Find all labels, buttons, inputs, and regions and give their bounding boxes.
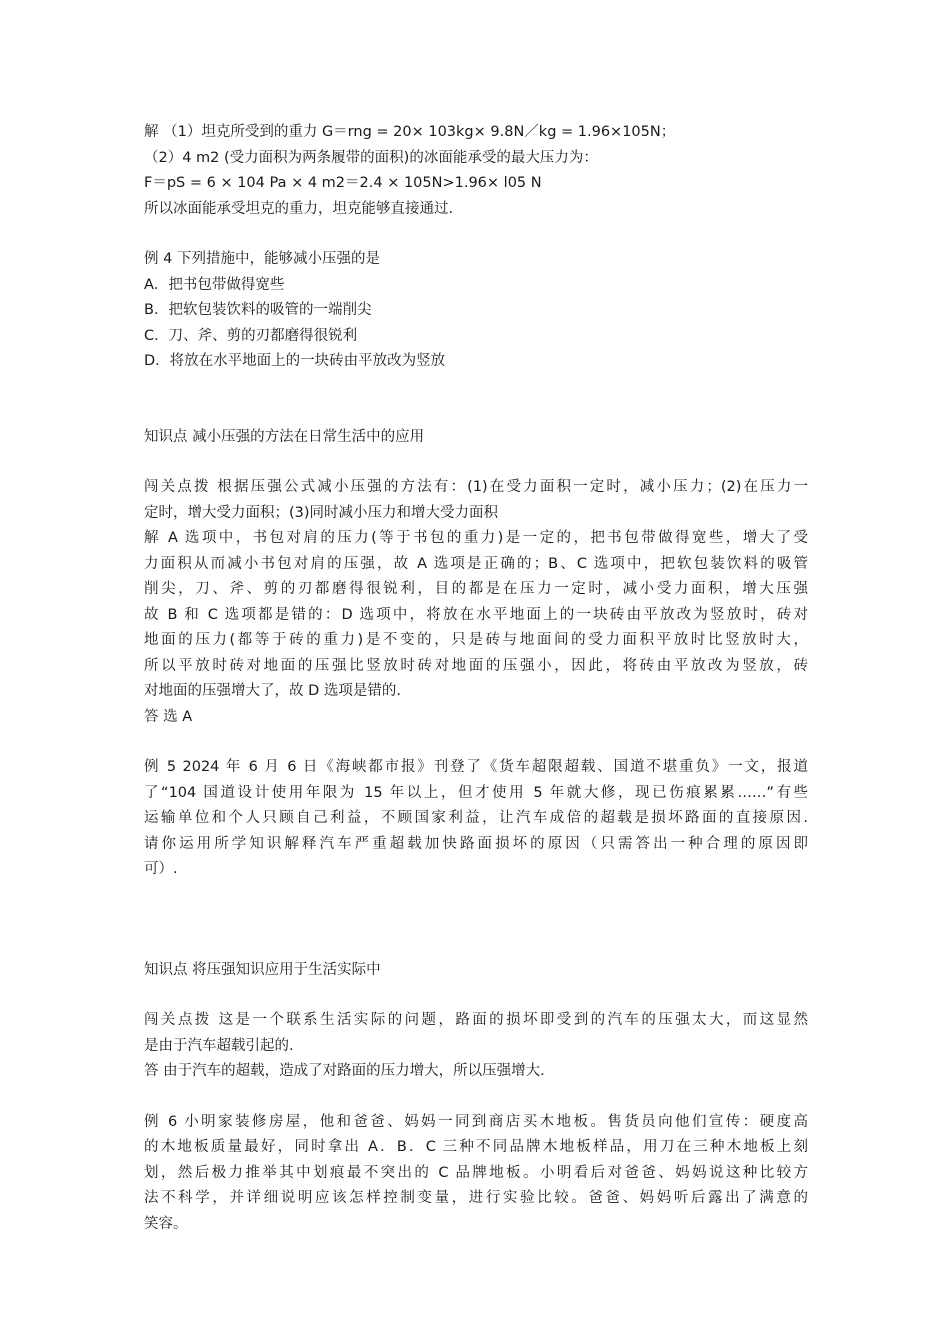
text-line: 了“104 国道设计使用年限为 15 年以上，但才使用 5 年就大修，现已伤痕累累……”有些	[144, 784, 808, 801]
text-line: 可）.	[144, 861, 178, 877]
text-line: 削尖，刀、斧、剪的刃都磨得很锐利，目的都是在压力一定时，减小受力面积，增大压强	[144, 581, 808, 597]
hint-paragraph	[144, 1008, 808, 1059]
option-a: A．把书包带做得宽些	[144, 276, 285, 293]
text-line: 所以平放时砖对地面的压强比竖放时砖对地面的压强小，因此，将砖由平放改为竖放，砖	[144, 657, 808, 674]
question-text: 例 4 下列措施中，能够减小压强的是	[144, 251, 380, 267]
option-c: C．刀、斧、剪的刃都磨得很锐利	[144, 327, 358, 344]
text-line: 运输单位和个人只顾自己利益，不顾国家利益，让汽车成倍的超载是损坏路面的直接原因.	[144, 810, 808, 826]
text-line: 解 A 选项中，书包对肩的压力(等于书包的重力)是一定的，把书包带做得宽些，增大了受	[144, 530, 808, 546]
text-line: 笑容。	[144, 1215, 188, 1232]
text-line: 请你运用所学知识解释汽车严重超载加快路面损坏的原因（只需答出一种合理的原因即	[144, 835, 808, 852]
text-line: 闯关点拨 根据压强公式减小压强的方法有：(1)在受力面积一定时，减小压力；(2)在压力一	[144, 479, 808, 495]
answer-text: 答 选 A	[144, 708, 193, 725]
text-line: 的木地板质量最好，同时拿出 A．B．C 三种不同品牌木地板样品，用刀在三种木地板上刻	[144, 1139, 808, 1155]
knowledge-point: 知识点 减小压强的方法在日常生活中的应用	[144, 428, 425, 445]
text-line: 故 B 和 C 选项都是错的：D 选项中，将放在水平地面上的一块砖由平放改为竖放时，砖对	[144, 606, 808, 623]
example-4	[144, 247, 808, 375]
text-line: 解 （1）坦克所受到的重力 G＝rng = 20× 103kg× 9.8N／kg = 1.96×105N；	[144, 124, 676, 140]
tank-solution	[144, 120, 808, 222]
text-line: 力面积从而减小书包对肩的压强，故 A 选项是正确的；B、C 选项中，把软包装饮料的吸管	[144, 555, 808, 572]
text-line: 对地面的压强增大了，故 D 选项是错的.	[144, 683, 401, 699]
text-line: 闯关点拨 这是一个联系生活实际的问题，路面的损坏即受到的汽车的压强太大，而这显然	[144, 1012, 808, 1028]
text-line: 所以冰面能承受坦克的重力，坦克能够直接通过.	[144, 200, 454, 217]
option-b: B．把软包装饮料的吸管的一端削尖	[144, 302, 372, 318]
document-page	[144, 120, 808, 1237]
text-line: 定时，增大受力面积；(3)同时减小压力和增大受力面积	[144, 504, 499, 521]
text-line: 划，然后极力推举其中划痕最不突出的 C 品牌地板。小明看后对爸爸、妈妈说这种比较方	[144, 1164, 808, 1181]
text-line: 地面的压力(都等于砖的重力)是不变的，只是砖与地面间的受力面积平放时比竖放时大，	[144, 632, 808, 648]
text-line: F＝pS = 6 × 104 Pa × 4 m2＝2.4 × 105N>1.96× l05 N	[144, 175, 542, 191]
text-line: 例 6 小明家装修房屋，他和爸爸、妈妈一同到商店买木地板。售货员向他们宣传：硬度高	[144, 1113, 808, 1130]
text-line: 是由于汽车超载引起的.	[144, 1037, 294, 1054]
text-line: 法不科学，并详细说明应该怎样控制变量，进行实验比较。爸爸、妈妈听后露出了满意的	[144, 1190, 808, 1206]
example-6	[144, 1110, 808, 1238]
knowledge-point: 知识点 将压强知识应用于生活实际中	[144, 961, 381, 978]
hint-paragraph	[144, 475, 808, 526]
solution-paragraph	[144, 526, 808, 730]
example-5	[144, 755, 808, 883]
text-line: （2）4 m2 (受力面积为两条履带的面积)的冰面能承受的最大压力为：	[144, 149, 598, 166]
option-d: D．将放在水平地面上的一块砖由平放改为竖放	[144, 353, 446, 369]
answer-text: 答 由于汽车的超载，造成了对路面的压力增大，所以压强增大.	[144, 1063, 545, 1079]
text-line: 例 5 2024 年 6 月 6 日《海峡都市报》刊登了《货车超限超载、国道不堪重负》一文，报道	[144, 759, 808, 775]
